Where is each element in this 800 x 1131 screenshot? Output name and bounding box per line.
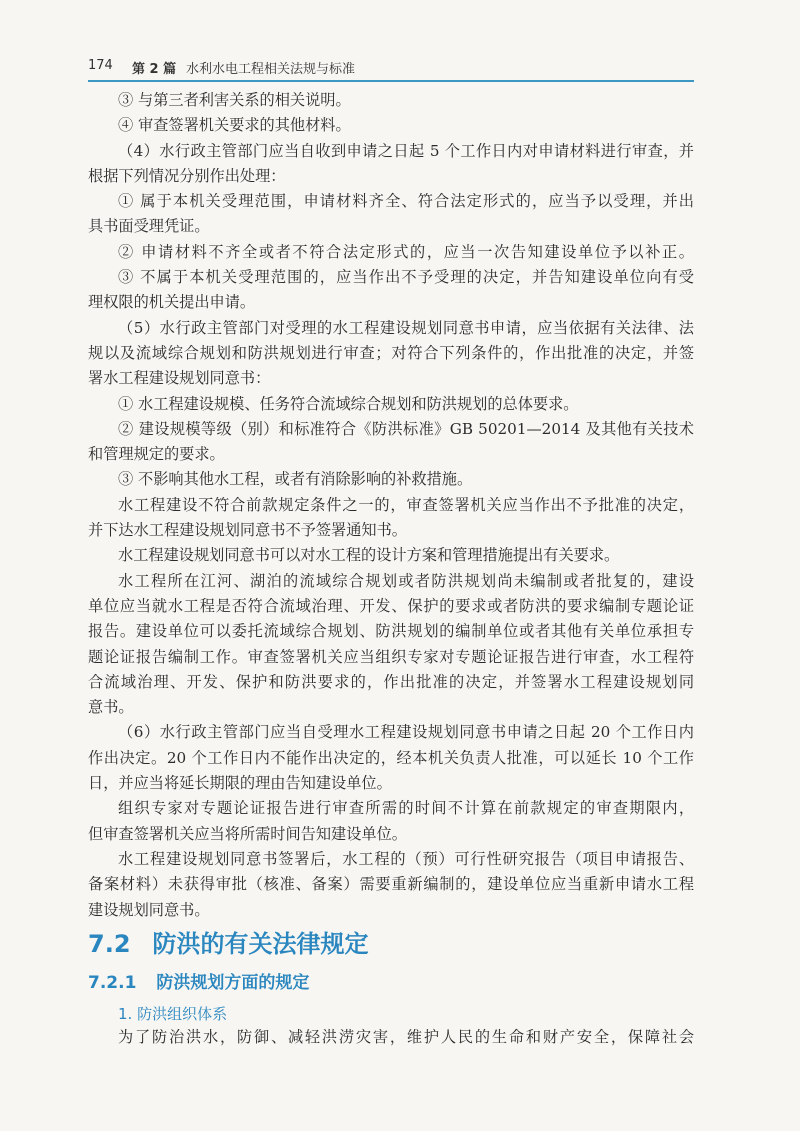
- paragraph-line: （5）水行政主管部门对受理的水工程建设规划同意书申请，应当依据有关法律、法: [118, 318, 694, 337]
- section-title: 防洪的有关法律规定: [152, 930, 369, 958]
- paragraph-line: 但审查签署机关应当将所需时间告知建设单位。: [88, 824, 407, 843]
- subsection-heading: [88, 968, 309, 993]
- paragraph-line: ① 水工程建设规模、任务符合流域综合规划和防洪规划的总体要求。: [118, 394, 579, 413]
- subsection-title: 防洪规划方面的规定: [156, 973, 310, 993]
- paragraph-line: 报告。建设单位可以委托流域综合规划、防洪规划的编制单位或者其他有关单位承担专: [88, 622, 694, 641]
- subsection-number: 7.2.1: [88, 973, 137, 993]
- paragraph-line: 建设规划同意书。: [88, 900, 210, 919]
- paragraph-line: 根据下列情况分别作出处理：: [88, 166, 286, 185]
- paragraph-line: 署水工程建设规划同意书：: [88, 369, 271, 388]
- paragraph-line: （6）水行政主管部门应当自受理水工程建设规划同意书申请之日起 20 个工作日内: [118, 723, 694, 742]
- paragraph-line: 合流域治理、开发、保护和防洪要求的，作出批准的决定，并签署水工程建设规划同: [88, 672, 694, 691]
- section-heading: [88, 924, 369, 959]
- paragraph-line: 作出决定。20 个工作日内不能作出决定的，经本机关负责人批准，可以延长 10 个工作: [88, 748, 694, 767]
- paragraph-line: 规以及流域综合规划和防洪规划进行审查；对符合下列条件的，作出批准的决定，并签: [88, 343, 694, 362]
- paragraph-line: 水工程建设不符合前款规定条件之一的，审查签署机关应当作出不予批准的决定，: [118, 495, 694, 514]
- paragraph-line: 理权限的机关提出申请。: [88, 293, 256, 312]
- paragraph-line: ① 属于本机关受理范围，申请材料齐全、符合法定形式的，应当予以受理，并出: [118, 192, 694, 211]
- item-heading: 1. 防洪组织体系: [118, 1005, 228, 1023]
- header-rule: [88, 80, 694, 82]
- paragraph-line: 单位应当就水工程是否符合流域治理、开发、保护的要求或者防洪的要求编制专题论证: [88, 596, 694, 615]
- paragraph-line: ② 建设规模等级（别）和标准符合《防洪标准》GB 50201—2014 及其他有关技术: [118, 419, 694, 438]
- paragraph-line: 水工程建设规划同意书签署后，水工程的（预）可行性研究报告（项目申请报告、: [118, 849, 694, 868]
- paragraph-line: 意书。: [88, 698, 134, 717]
- paragraph-line: 为了防治洪水，防御、减轻洪涝灾害，维护人民的生命和财产安全，保障社会: [118, 1028, 694, 1046]
- running-header: [88, 58, 694, 78]
- part-label: 第 2 篇: [132, 62, 177, 77]
- page-number: 174: [88, 58, 113, 73]
- paragraph-line: 水工程建设规划同意书可以对水工程的设计方案和管理措施提出有关要求。: [118, 546, 620, 565]
- paragraph-line: 题论证报告编制工作。审查签署机关应当组织专家对专题论证报告进行审查，水工程符: [88, 647, 694, 666]
- paragraph-line: 并下达水工程建设规划同意书不予签署通知书。: [88, 521, 407, 540]
- paragraph-line: ② 申请材料不齐全或者不符合法定形式的，应当一次告知建设单位予以补正。: [118, 242, 694, 261]
- paragraph-line: ③ 不影响其他水工程，或者有消除影响的补救措施。: [118, 470, 473, 489]
- paragraph-line: （4）水行政主管部门应当自收到申请之日起 5 个工作日内对申请材料进行审查，并: [118, 141, 694, 160]
- paragraph-line: 和管理规定的要求。: [88, 445, 225, 464]
- paragraph-line: ③ 与第三者利害关系的相关说明。: [118, 91, 351, 109]
- paragraph-line: 组织专家对专题论证报告进行审查所需的时间不计算在前款规定的审查期限内，: [118, 799, 694, 818]
- body-text: [88, 88, 694, 923]
- paragraph-line: ④ 审查签署机关要求的其他材料。: [118, 116, 351, 135]
- paragraph-line: ③ 不属于本机关受理范围的，应当作出不予受理的决定，并告知建设单位向有受: [118, 268, 694, 287]
- paragraph-line: 备案材料）未获得审批（核准、备案）需要重新编制的，建设单位应当重新申请水工程: [88, 875, 694, 894]
- part-title: 水利水电工程相关法规与标准: [186, 62, 356, 77]
- paragraph-line: 具书面受理凭证。: [88, 217, 210, 236]
- paragraph-line: 日，并应当将延长期限的理由告知建设单位。: [88, 774, 392, 793]
- section-number: 7.2: [88, 930, 131, 958]
- paragraph-line: 水工程所在江河、湖泊的流域综合规划或者防洪规划尚未编制或者批复的，建设: [118, 571, 694, 590]
